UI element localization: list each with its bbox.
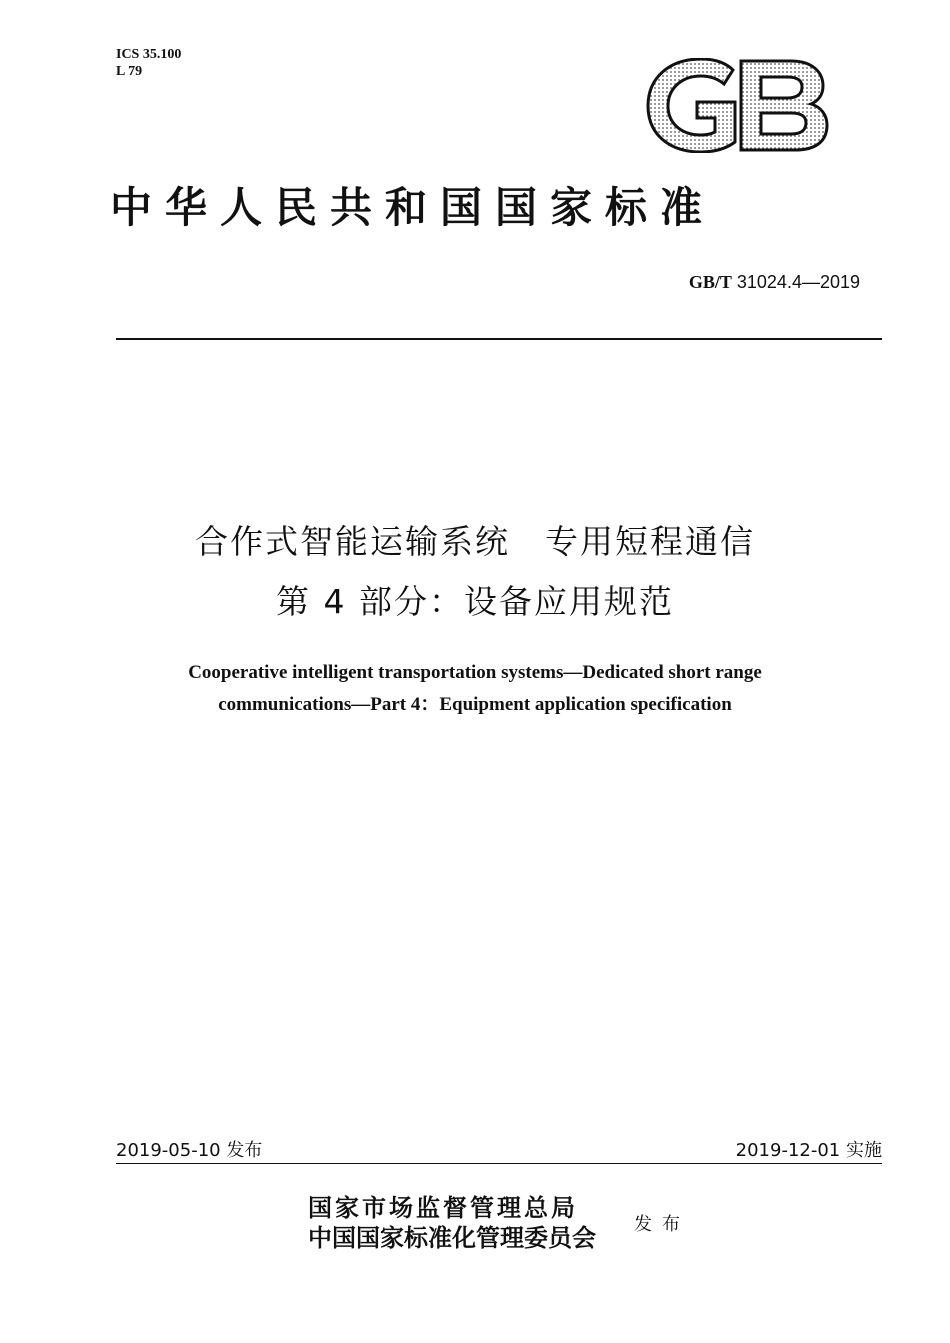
- standard-prefix: GB/T: [688, 272, 732, 292]
- release-date: 2019-05-10 发布: [116, 1140, 263, 1161]
- implement-date: 2019-12-01 实施: [735, 1140, 882, 1161]
- national-standard-title: 中华人民共和国国家标准: [110, 183, 716, 232]
- logo-text: GB: [645, 58, 647, 59]
- title-en-line1: Cooperative intelligent transportation systems—Dedicated short range: [188, 662, 762, 683]
- standard-code: [689, 272, 860, 293]
- issuer-line2: 中国国家标准化管理委员会: [308, 1223, 596, 1252]
- title-cn-line1: 合作式智能运输系统 专用短程通信: [195, 522, 755, 561]
- issuer-line1: 国家市场监督管理总局: [308, 1193, 578, 1222]
- top-divider: [116, 338, 882, 340]
- publish-label: 发布: [634, 1214, 690, 1235]
- ccs-code: L 79: [116, 64, 143, 79]
- classification-codes: [116, 46, 181, 80]
- title-en-line2: communications—Part 4：Equipment application specification: [218, 694, 732, 715]
- gb-logo: [645, 58, 830, 153]
- standard-number: 31024.4—2019: [736, 272, 860, 292]
- title-cn-line2: 第 4 部分：设备应用规范: [276, 582, 674, 621]
- bottom-divider: [116, 1163, 882, 1164]
- ics-code: ICS 35.100: [116, 47, 182, 62]
